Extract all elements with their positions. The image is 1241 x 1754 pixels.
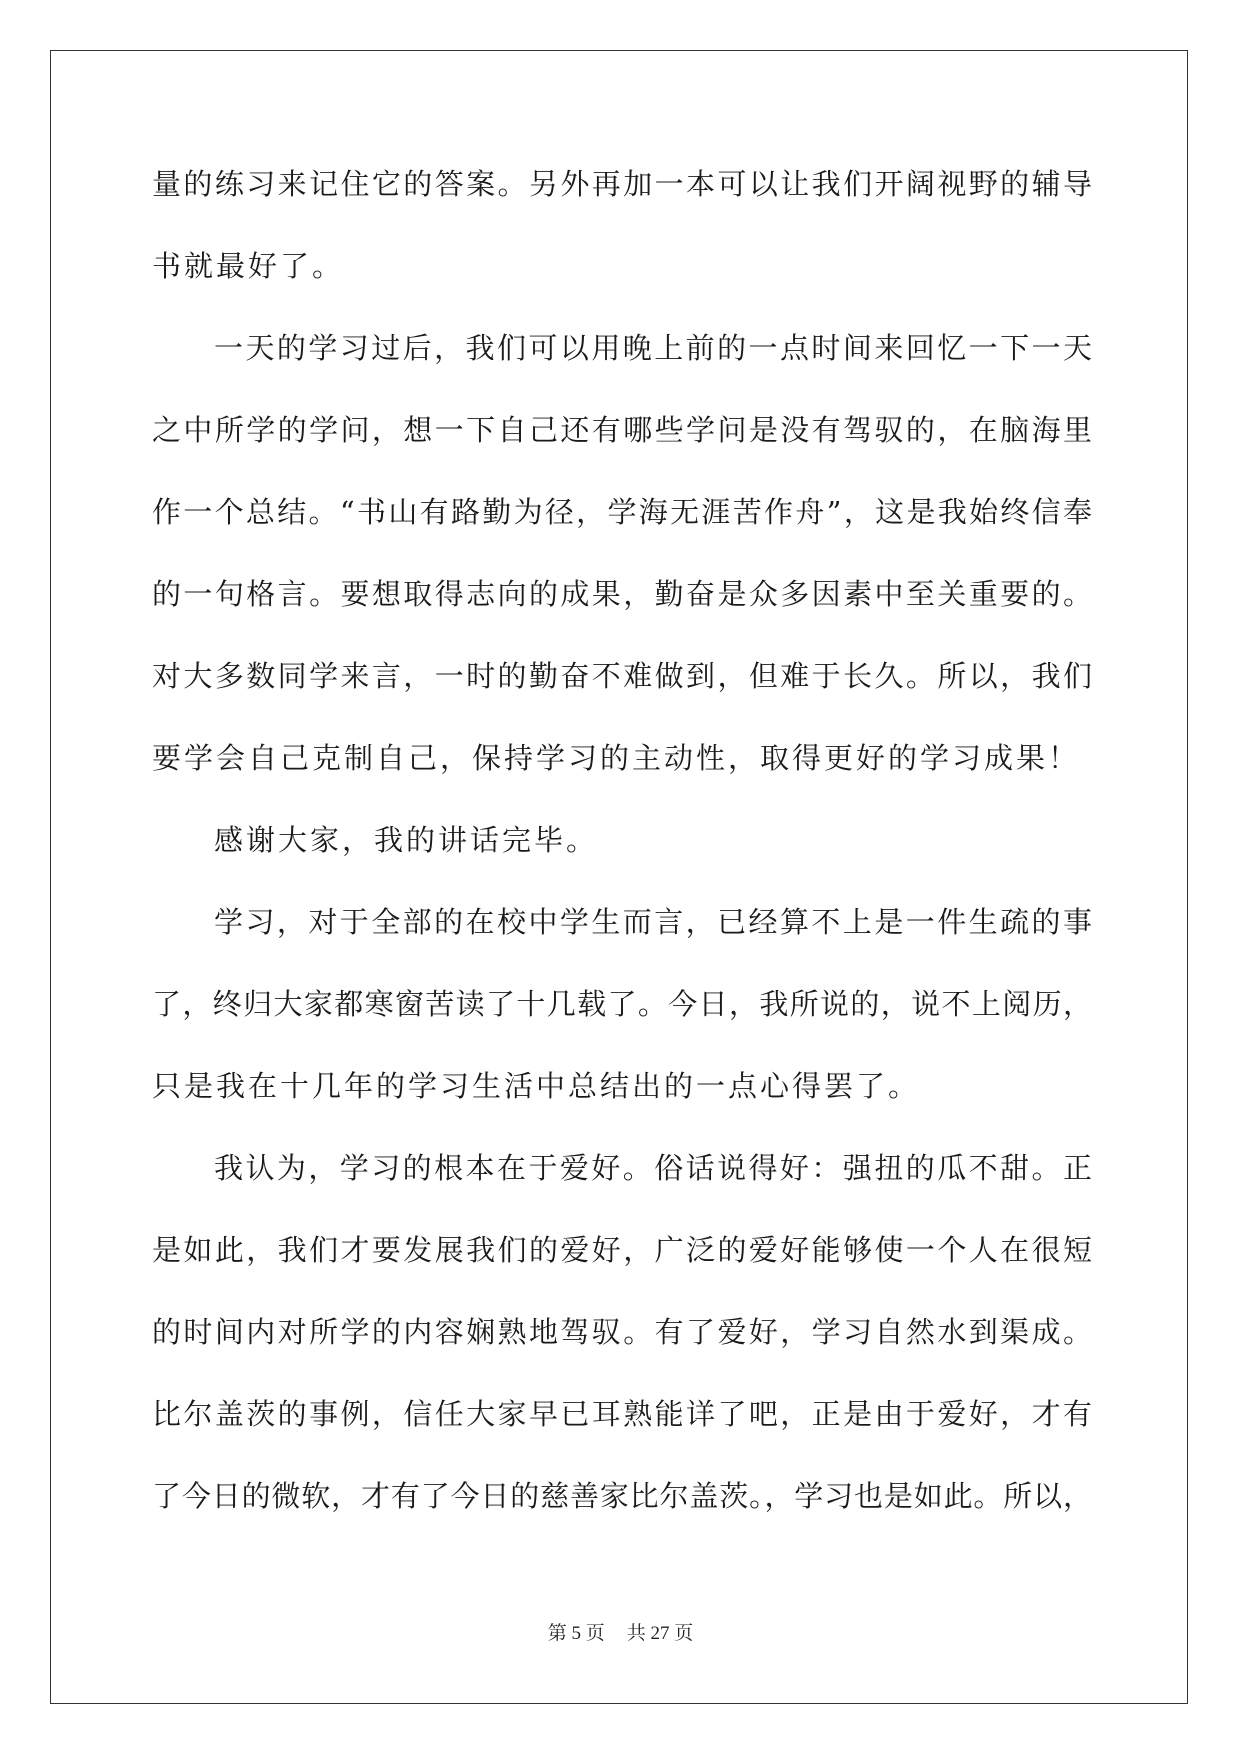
text-line: 的时间内对所学的内容娴熟地驾驭。有了爱好，学习自然水到渠成。 xyxy=(152,1315,1092,1349)
page-total: 共 27 页 xyxy=(626,1623,694,1644)
text-line: 一天的学习过后，我们可以用晚上前的一点时间来回忆一下一天 xyxy=(214,331,1092,365)
text-line: 感谢大家，我的讲话完毕。 xyxy=(214,823,599,857)
text-line: 对大多数同学来言，一时的勤奋不难做到，但难于长久。所以，我们 xyxy=(152,659,1092,693)
page-footer xyxy=(0,1618,1241,1645)
text-line: 之中所学的学问，想一下自己还有哪些学问是没有驾驭的，在脑海里 xyxy=(152,413,1092,447)
text-line: 了今日的微软，才有了今日的慈善家比尔盖茨。，学习也是如此。所以， xyxy=(152,1479,1092,1513)
text-line: 只是我在十几年的学习生活中总结出的一点心得罢了。 xyxy=(152,1069,921,1103)
text-line: 书就最好了。 xyxy=(152,249,345,283)
text-line: 是如此，我们才要发展我们的爱好，广泛的爱好能够使一个人在很短 xyxy=(152,1233,1092,1267)
text-line: 学习，对于全部的在校中学生而言，已经算不上是一件生疏的事 xyxy=(214,905,1092,939)
page-number: 第 5 页 xyxy=(547,1623,605,1644)
text-line: 的一句格言。要想取得志向的成果，勤奋是众多因素中至关重要的。 xyxy=(152,577,1092,611)
text-line: 作一个总结。“书山有路勤为径，学海无涯苦作舟”，这是我始终信奉 xyxy=(152,495,1092,529)
document-body xyxy=(152,162,1092,1556)
text-line: 比尔盖茨的事例，信任大家早已耳熟能详了吧，正是由于爱好，才有 xyxy=(152,1397,1092,1431)
text-line: 我认为，学习的根本在于爱好。俗话说得好：强扭的瓜不甜。正 xyxy=(214,1151,1092,1185)
text-line: 要学会自己克制自己，保持学习的主动性，取得更好的学习成果！ xyxy=(152,741,1081,775)
text-line: 了，终归大家都寒窗苦读了十几载了。今日，我所说的，说不上阅历， xyxy=(152,987,1092,1021)
text-line: 量的练习来记住它的答案。另外再加一本可以让我们开阔视野的辅导 xyxy=(152,167,1092,201)
